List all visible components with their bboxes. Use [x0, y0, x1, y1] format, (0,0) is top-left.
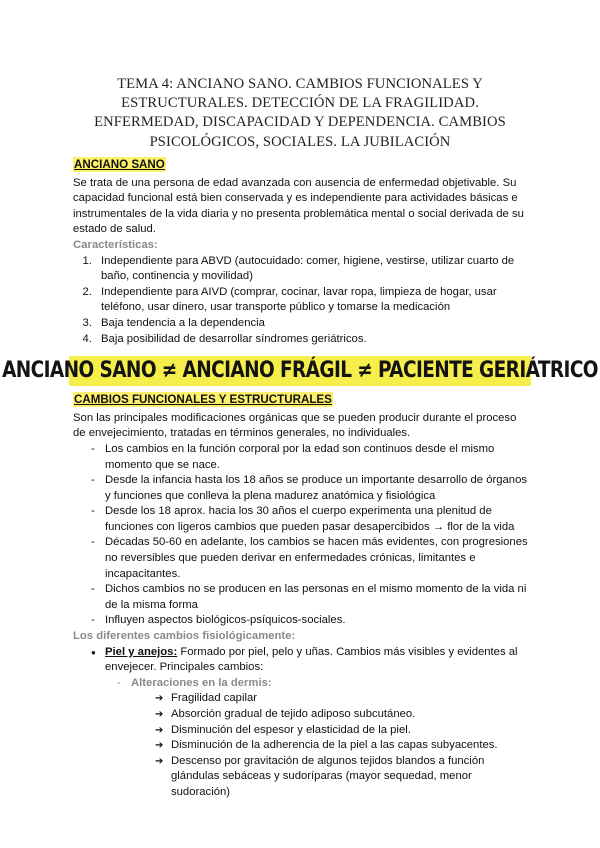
dermis-list: [131, 691, 528, 800]
section-heading-cambios: CAMBIOS FUNCIONALES Y ESTRUCTURALES: [74, 393, 332, 407]
dermis-group: [73, 676, 528, 801]
banner-text: ANCIANO SANO ≠ ANCIANO FRÁGIL ≠ PACIENTE GERIÁTRICO: [2, 358, 598, 384]
list-item: - Desde los 18 aprox. hacia los 30 años el cuerpo experimenta una plenitud de funciones con ligeros cambios que pueden pasar desapercibidos → flor de la vida: [91, 504, 528, 535]
anciano-sano-paragraph: Se trata de una persona de edad avanzada con ausencia de enfermedad objetivable. Su capacidad funcional está bien conservada y es independiente para actividades básicas e instrumentales de la vida diaria y no presenta problemática mental o social derivada de su estado de salud.: [73, 176, 524, 236]
cambios-paragraph: Son las principales modificaciones orgánicas que se pueden producir durante el proceso de envejecimiento, tratadas en términos generales, no individuales.: [73, 411, 517, 440]
list-item: ➔ Disminución del espesor y elasticidad de la piel.: [155, 723, 528, 739]
list-item: ➔ Fragilidad capilar: [155, 691, 528, 707]
page-title: [70, 75, 530, 152]
cambios-list: [73, 442, 528, 629]
physio-label: Los diferentes cambios fisiológicamente:: [73, 630, 296, 643]
list-item: - Décadas 50-60 en adelante, los cambios se hacen más evidentes, con progresiones no reversibles que pueden derivar en enfermedades crónicas, limitantes e incapacitantes.: [91, 535, 528, 582]
physio-list: [73, 645, 528, 676]
list-item: ➔ Descenso por gravitación de algunos tejidos blandos a función glándulas sebáceas y sudoríparas (mayor sequedad, menor sudoración): [155, 754, 528, 801]
skin-bold-label: Piel y anejos:: [105, 645, 178, 658]
list-item: - Desde la infancia hasta los 18 años se produce un importante desarrollo de órganos y funciones que conlleva la plena madurez anatómica y fisiológica: [91, 473, 528, 504]
list-item: ➔ Absorción gradual de tejido adiposo subcutáneo.: [155, 707, 528, 723]
list-item: 4. Baja posibilidad de desarrollar síndromes geriátricos.: [95, 332, 528, 348]
title-line-4: PSICOLÓGICOS, SOCIALES. LA JUBILACIÓN: [149, 133, 451, 150]
list-item: 3. Baja tendencia a la dependencia: [95, 316, 528, 332]
list-item: 2. Independiente para AIVD (comprar, cocinar, lavar ropa, limpieza de hogar, usar teléfono, usar dinero, usar transporte público y tomarse la medicación: [95, 285, 528, 316]
characteristics-label: Características:: [73, 238, 158, 251]
dermis-label: Alteraciones en la dermis:: [131, 676, 272, 689]
title-line-1: TEMA 4: ANCIANO SANO. CAMBIOS FUNCIONALES Y: [117, 76, 483, 92]
dermis-label-item: [117, 676, 528, 801]
characteristics-list: [73, 254, 528, 348]
document-body: [2, 157, 598, 801]
section-heading-anciano-sano: ANCIANO SANO: [74, 158, 165, 171]
list-item-skin: [91, 645, 528, 676]
list-item: 1. Independiente para ABVD (autocuidado: comer, higiene, vestirse, utilizar cuarto de baño, continencia y movilidad): [95, 254, 528, 285]
title-line-3: ENFERMEDAD, DISCAPACIDAD Y DEPENDENCIA. CAMBIOS: [94, 114, 506, 131]
highlight-banner: [2, 356, 598, 386]
list-item: - Dichos cambios no se producen en las personas en el mismo momento de la vida ni de la misma forma: [91, 582, 528, 613]
list-item: ➔ Disminución de la adherencia de la piel a las capas subyacentes.: [155, 738, 528, 754]
list-item: - Influyen aspectos biológicos-psíquicos-sociales.: [91, 613, 528, 629]
list-item: - Los cambios en la función corporal por la edad son continuos desde el mismo momento que se nace.: [91, 442, 528, 473]
skin-text: Formado por piel, pelo y uñas. Cambios más visibles y evidentes al envejecer. Principales cambios:: [105, 645, 518, 674]
title-line-2: ESTRUCTURALES. DETECCIÓN DE LA FRAGILIDAD.: [121, 95, 479, 112]
